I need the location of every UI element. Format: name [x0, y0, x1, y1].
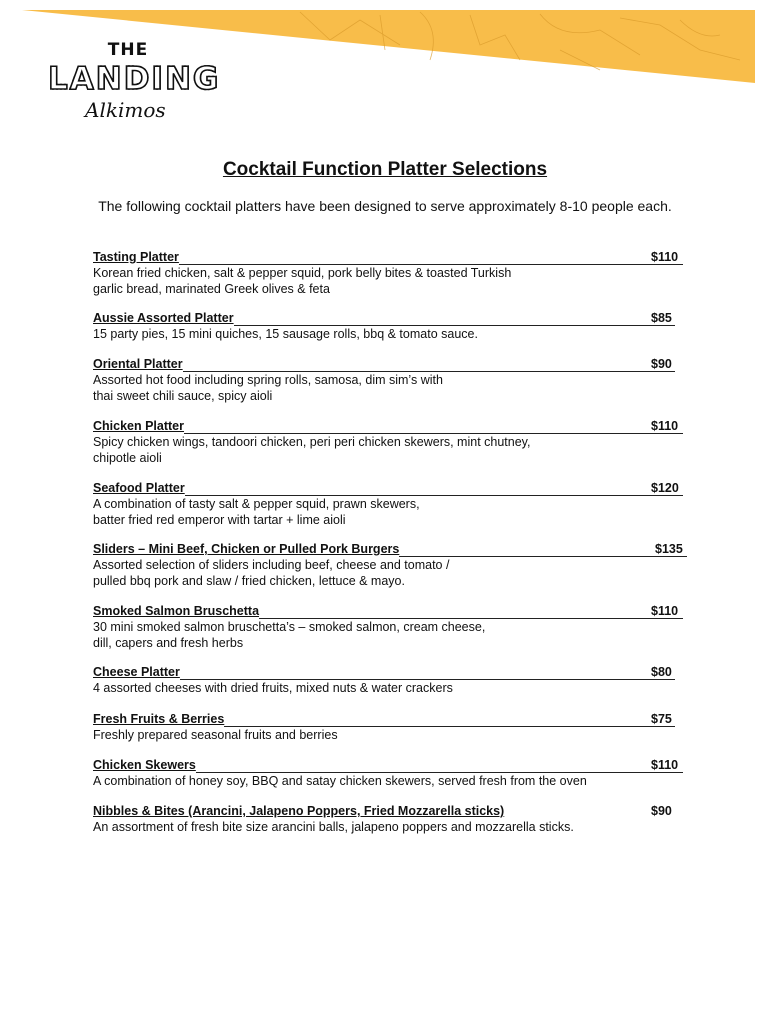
item-name: Tasting Platter [93, 250, 179, 264]
item-name: Fresh Fruits & Berries [93, 712, 225, 726]
item-name: Chicken Platter [93, 419, 185, 433]
item-price: $90 [651, 804, 672, 818]
menu-item [93, 712, 689, 744]
logo-subtitle: Alkimos [85, 98, 166, 122]
logo-landing: LANDING [48, 61, 221, 97]
underline-rule [93, 679, 675, 680]
item-description: A combination of honey soy, BBQ and satay chicken skewers, served fresh from the oven [93, 774, 587, 788]
item-name: Nibbles & Bites (Arancini, Jalapeno Poppers, Fried Mozzarella sticks) [93, 804, 505, 818]
logo-the: THE [107, 40, 149, 60]
item-description: 4 assorted cheeses with dried fruits, mixed nuts & water crackers [93, 681, 453, 695]
item-name: Oriental Platter [93, 357, 183, 371]
item-price: $110 [651, 758, 679, 772]
item-name: Cheese Platter [93, 665, 180, 679]
menu-item [93, 542, 689, 589]
item-description: Assorted selection of sliders including beef, cheese and tomato / pulled bbq pork and slaw / fried chicken, lettuce & mayo. [93, 558, 450, 588]
item-price: $135 [655, 542, 683, 556]
menu-item [93, 311, 689, 343]
item-name: Chicken Skewers [93, 758, 196, 772]
item-name: Aussie Assorted Platter [93, 311, 234, 325]
item-description: 30 mini smoked salmon bruschetta’s – smoked salmon, cream cheese, dill, capers and fresh herbs [93, 620, 486, 650]
menu-item [93, 357, 689, 404]
logo [48, 40, 221, 122]
item-description: Korean fried chicken, salt & pepper squid, pork belly bites & toasted Turkish garlic bread, marinated Greek olives & feta [93, 266, 512, 296]
item-name: Sliders – Mini Beef, Chicken or Pulled Pork Burgers [93, 542, 400, 556]
item-name: Smoked Salmon Bruschetta [93, 604, 260, 618]
menu-item [93, 419, 689, 466]
item-price: $110 [651, 604, 679, 618]
item-price: $110 [651, 419, 679, 433]
item-description: 15 party pies, 15 mini quiches, 15 sausage rolls, bbq & tomato sauce. [93, 327, 478, 341]
item-price: $120 [651, 481, 679, 495]
item-price: $90 [651, 357, 672, 371]
menu-item [93, 758, 689, 790]
menu-item [93, 804, 689, 836]
item-price: $80 [651, 665, 672, 679]
intro-text: The following cocktail platters have been designed to serve approximately 8-10 people each. [98, 198, 672, 214]
item-description: A combination of tasty salt & pepper squid, prawn skewers, batter fried red emperor with tartar + lime aioli [93, 497, 420, 527]
menu-item [93, 604, 689, 651]
menu-item [93, 250, 689, 297]
item-description: Freshly prepared seasonal fruits and berries [93, 728, 338, 742]
menu-item [93, 481, 689, 528]
item-name: Seafood Platter [93, 481, 185, 495]
item-description: An assortment of fresh bite size arancini balls, jalapeno poppers and mozzarella sticks. [93, 820, 574, 834]
item-price: $85 [651, 311, 672, 325]
item-description: Assorted hot food including spring rolls, samosa, dim sim’s with thai sweet chili sauce, spicy aioli [93, 373, 443, 403]
underline-rule [93, 264, 683, 265]
item-price: $110 [651, 250, 679, 264]
item-description: Spicy chicken wings, tandoori chicken, peri peri chicken skewers, mint chutney, chipotle aioli [93, 435, 531, 465]
item-price: $75 [651, 712, 672, 726]
page-title: Cocktail Function Platter Selections [222, 159, 548, 180]
menu-item [93, 665, 689, 697]
